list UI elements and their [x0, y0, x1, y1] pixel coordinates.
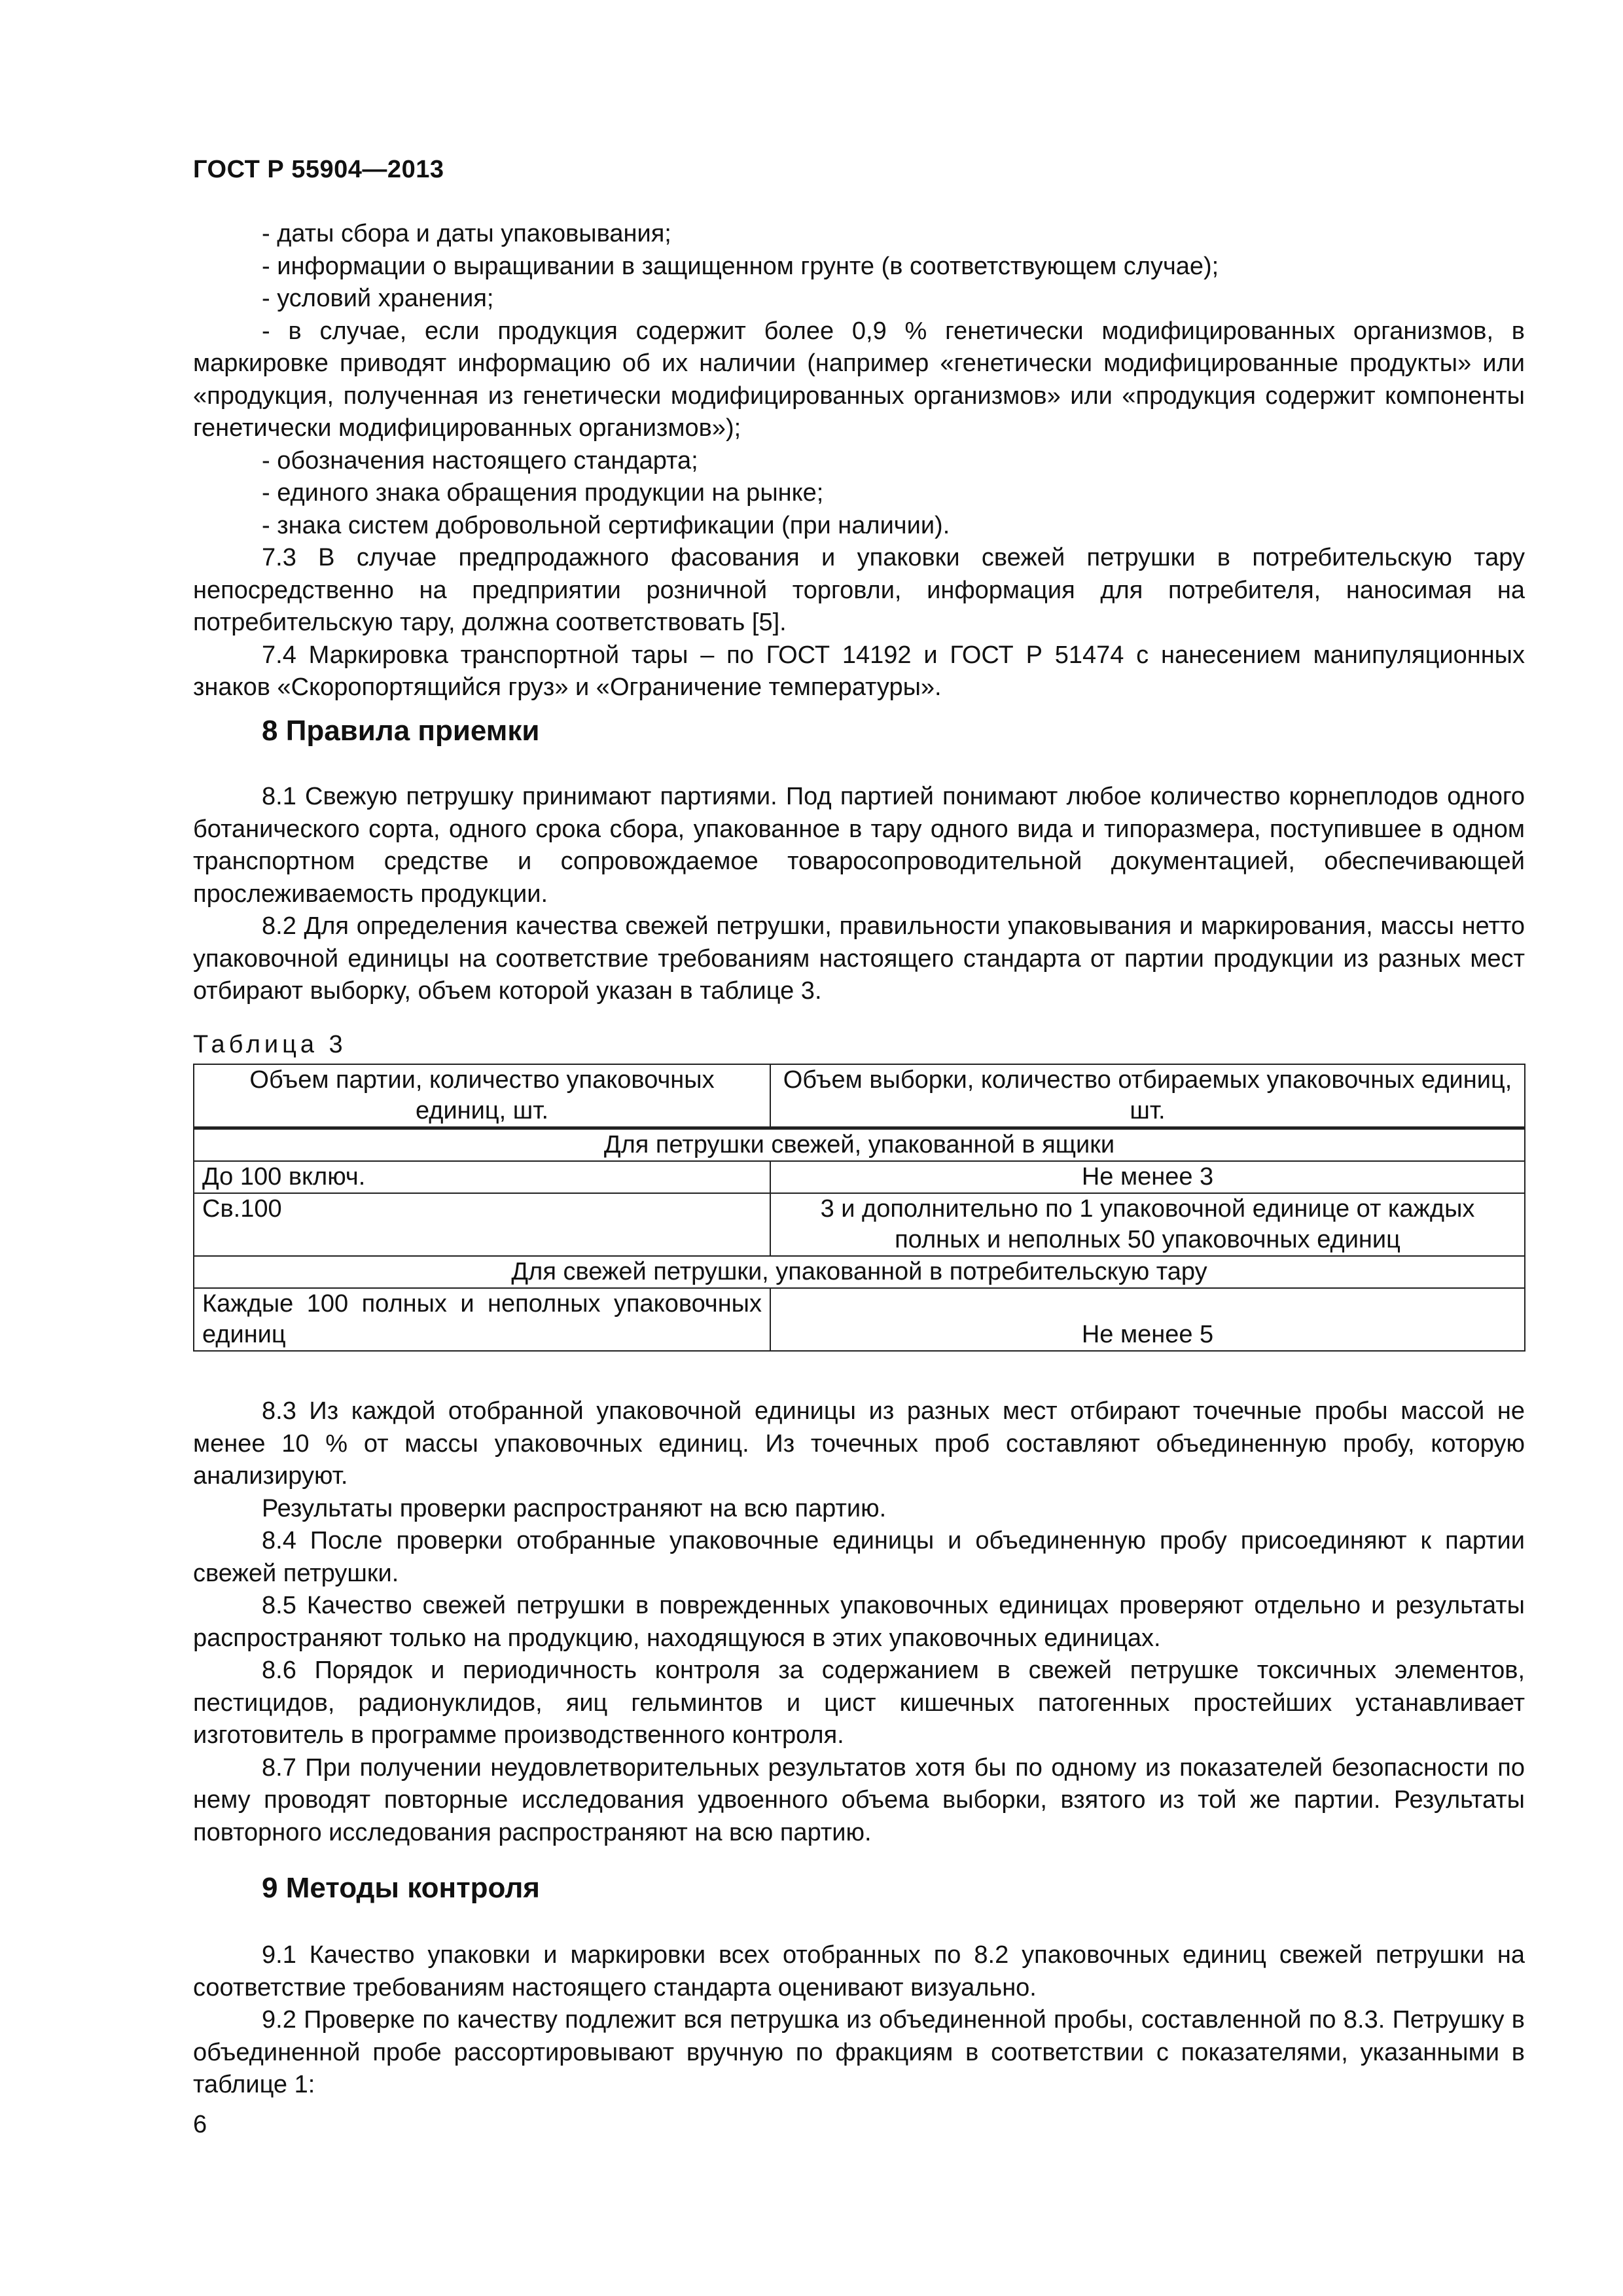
table-group-cell: Для свежей петрушки, упакованной в потребительскую тару [194, 1256, 1525, 1288]
page-number: 6 [193, 2111, 207, 2138]
section7-continuation [193, 218, 1525, 704]
paragraph-8-3: 8.3 Из каждой отобранной упаковочной единицы из разных мест отбирают точечные пробы массой не менее 10 % от массы упаковочных единиц. Из точечных проб составляют объединенную пробу, которую анализируют. [193, 1397, 1525, 1490]
paragraph-8-6: 8.6 Порядок и периодичность контроля за содержанием в свежей петрушке токсичных элементов, пестицидов, радионуклидов, яиц гельминтов и цист кишечных патогенных простейших устанавливает изготовитель в программе производственного контроля. [193, 1657, 1525, 1749]
paragraph-8-5: 8.5 Качество свежей петрушки в поврежденных упаковочных единицах проверяют отдельно и результаты распространяют только на продукцию, находящуюся в этих упаковочных единицах. [193, 1592, 1525, 1652]
list-item: - обозначения настоящего стандарта; [262, 446, 698, 475]
paragraph-8-1: 8.1 Свежую петрушку принимают партиями. Под партией понимают любое количество корнеплодов одного ботанического сорта, одного срока сбора, упакованное в тару одного вида и типоразмера, поступившее в одном транспортном средстве и сопровождаемое товаросопроводительной документацией, обеспечивающей прослеживаемость продукции. [193, 783, 1525, 908]
paragraph-8-2: 8.2 Для определения качества свежей петрушки, правильности упаковывания и маркирования, массы нетто упаковочной единицы на соответствие требованиям настоящего стандарта от партии продукции из разных мест отбирают выборку, объем которой указан в таблице 3. [193, 912, 1525, 1005]
table-row [194, 1161, 1525, 1193]
table-header-cell: Объем выборки, количество отбираемых упаковочных единиц, шт. [770, 1064, 1525, 1128]
table-group-row [194, 1128, 1525, 1162]
table-group-cell: Для петрушки свежей, упакованной в ящики [194, 1128, 1525, 1162]
table-cell: 3 и дополнительно по 1 упаковочной единице от каждых полных и неполных 50 упаковочных единиц [770, 1193, 1525, 1256]
paragraph-8-7: 8.7 При получении неудовлетворительных результатов хотя бы по одному из показателей безопасности по нему проводят повторные исследования удвоенного объема выборки, взятого из той же партии. Результаты повторного исследования распространяют на всю партию. [193, 1753, 1525, 1846]
section8-continued-text [193, 1395, 1525, 1849]
table-cell: Св.100 [194, 1193, 770, 1256]
list-item: - единого знака обращения продукции на рынке; [262, 479, 824, 507]
table-row [194, 1193, 1525, 1256]
list-item: - информации о выращивании в защищенном грунте (в соответствующем случае); [262, 252, 1219, 280]
section-9-title: 9 Методы контроля [262, 1872, 540, 1904]
section-8-title: 8 Правила приемки [262, 715, 540, 747]
list-item: - даты сбора и даты упаковывания; [262, 220, 671, 247]
paragraph-9-1: 9.1 Качество упаковки и маркировки всех отобранных по 8.2 упаковочных единиц свежей петрушки на соответствие требованиям настоящего стандарта оценивают визуально. [193, 1941, 1525, 2001]
list-item: - условий хранения; [262, 285, 494, 312]
table-cell: Каждые 100 полных и неполных упаковочных единиц [194, 1288, 770, 1351]
document-header: ГОСТ Р 55904—2013 [193, 156, 444, 183]
table-caption: Таблица 3 [193, 1031, 347, 1058]
table-cell: До 100 включ. [194, 1161, 770, 1193]
paragraph-7-4: 7.4 Маркировка транспортной тары – по ГОСТ 14192 и ГОСТ Р 51474 с нанесением манипуляционных знаков «Скоропортящийся груз» и «Ограничение температуры». [193, 641, 1525, 701]
paragraph-9-2: 9.2 Проверке по качеству подлежит вся петрушка из объединенной пробы, составленной по 8.3. Петрушку в объединенной пробе рассортировывают вручную по фракциям в соответствии с показателями, указанными в таблице 1: [193, 2006, 1525, 2098]
table-cell: Не менее 3 [770, 1161, 1525, 1193]
paragraph-8-4: 8.4 После проверки отобранные упаковочные единицы и объединенную пробу присоединяют к партии свежей петрушки. [193, 1527, 1525, 1587]
table-row [194, 1288, 1525, 1351]
section9-text [193, 1939, 1525, 2102]
list-item: - знака систем добровольной сертификации (при наличии). [262, 511, 950, 539]
sample-size-table [193, 1064, 1525, 1352]
table-header-row [194, 1064, 1525, 1128]
table-group-row [194, 1256, 1525, 1288]
table-cell: Не менее 5 [770, 1288, 1525, 1351]
paragraph-results: Результаты проверки распространяют на всю партию. [262, 1494, 887, 1522]
paragraph-7-3: 7.3 В случае предпродажного фасования и упаковки свежей петрушки в потребительскую тару непосредственно на предприятии розничной торговли, информация для потребителя, наносимая на потребительскую тару, должна соответствовать [5]. [193, 544, 1525, 636]
table-header-cell: Объем партии, количество упаковочных единиц, шт. [194, 1064, 770, 1128]
list-item: - в случае, если продукция содержит более 0,9 % генетически модифицированных организмов, в маркировке приводят информацию об их наличии (например «генетически модифицированные продукты» или «продукция, полученная из генетически модифицированных организмов» или «продукция содержит компоненты генетически модифицированных организмов»); [193, 317, 1525, 442]
section8-text [193, 781, 1525, 1008]
